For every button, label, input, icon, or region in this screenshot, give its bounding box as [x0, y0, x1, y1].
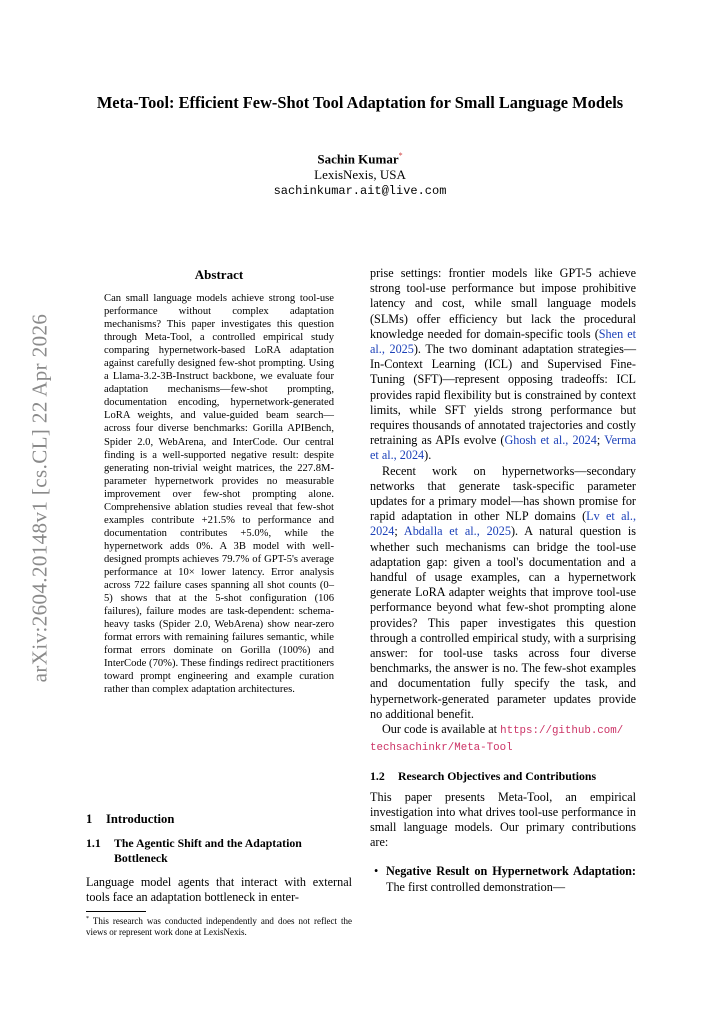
arxiv-identifier[interactable]: arXiv:2604.20148v1 [cs.CL] 22 Apr 2026 — [27, 313, 52, 683]
citation-link[interactable]: Ghosh et al., 2024 — [504, 433, 597, 448]
code-availability-paragraph: Our code is available at https://github.com/ techsachinkr/Meta-Tool — [370, 722, 624, 755]
footnote: * This research was conducted independently and does not reflect the views or represent work done at LexisNexis. — [86, 916, 352, 937]
author-affiliation: LexisNexis, USA — [314, 167, 406, 183]
section-1-heading: 1 Introduction — [86, 812, 175, 826]
intro-paragraph-1: prise settings: frontier models like GPT-5 achieve strong tool-use performance but impose prohibitive latency and cost, while small language models (SLMs) offer efficiency but lack the procedural knowledge needed for domain-specific tools (Shen et al., 2025). The two dominant adaptation strategies—In-Context Learning (ICL) and Supervised Fine-Tuning (SFT)—represent opposing tradeoffs: ICL provides rapid flexibility but is constrained by context limits, while SFT yields strong performance but requires thousands of annotated trajectories and costly retraining as APIs evolve (Ghosh et al., 2024; Verma et al., 2024). — [370, 266, 637, 463]
arxiv-sidebar-stamp — [20, 298, 60, 698]
footnote-rule — [86, 911, 146, 912]
contribution-item: • Negative Result on Hypernetwork Adaptation: The first controlled demonstration— — [386, 864, 636, 894]
code-url-link[interactable]: https://github.com/ — [500, 725, 624, 738]
section-1-1-heading: 1.1 The Agentic Shift and the Adaptation Bottleneck — [86, 836, 302, 865]
right-column — [370, 266, 636, 895]
intro-paragraph-start: Language model agents that interact with external tools face an adaptation bottleneck in enter- — [86, 875, 352, 905]
citation-link[interactable]: Verma et al., 2024 — [370, 433, 636, 463]
author-name: Sachin Kumar* — [317, 151, 403, 167]
intro-paragraph-2: Recent work on hypernetworks—secondary networks that generate task-specific parameter updates for a primary model—has shown promise for rapid adaptation in other NLP domains (Lv et al., 2024; Abdalla et al., 2025). A natural question is whether such mechanisms can bridge the tool-use adaptation gap: given a tool's documentation and a handful of usage examples, can a hypernetwork generate LoRA adapter weights that improve tool-use performance beyond what few-shot prompting alone provides? This paper investigates this question through a controlled empirical study, with a surprising answer: for tool-use tasks across four diverse benchmarks, the answer is no. The few-shot examples and documentation fully specify the task, and hypernetwork-generated parameter updates provide no additional benefit. — [370, 463, 637, 721]
paper-title: Meta-Tool: Efficient Few-Shot Tool Adaptation for Small Language Models — [96, 93, 624, 112]
code-url-link-cont[interactable]: techsachinkr/Meta-Tool — [370, 742, 513, 755]
author-block — [180, 148, 540, 199]
citation-link[interactable]: Shen et al., 2025 — [370, 326, 637, 357]
contributions-list — [370, 864, 636, 894]
abstract-heading: Abstract — [194, 267, 244, 282]
citation-link[interactable]: Abdalla et al., 2025 — [403, 524, 511, 539]
section-1-2-heading: 1.2 Research Objectives and Contributions — [370, 768, 597, 783]
abstract-text: Can small language models achieve strong tool-use performance without complex adaptation mechanisms? This paper investigates this question through Meta-Tool, a controlled empirical study comparing hypernetwork-based LoRA adaptation against carefully designed few-shot prompting. Using a Llama-3.2-3B-Instruct backbone, we evaluate four adaptation mechanisms—few-shot prompting, documentation encoding, hypernetwork-generated LoRA weights, and value-guided beam search—across four diverse benchmarks: Gorilla APIBench, Spider 2.0, WebArena, and InterCode. Our central finding is a well-supported negative result: despite generating non-trivial weight matrices, the 227.8M-parameter hypernetwork provides no measurable improvement over few-shot prompting alone. Comprehensive ablation studies reveal that few-shot examples contribute +21.5% to performance and documentation contributes +5.0%, while the hypernetwork adds 0%. A 3B model with well-designed prompts achieves 79.7% of GPT-5's average performance at 10× lower latency. Error analysis across 722 failure cases spanning all shot counts (0–5) shows that at the 5-shot configuration (106 failures), failure modes are task-dependent: schema-heavy tasks (Spider 2.0, WebArena) show near-zero format errors with remaining failures semantic, while format errors dominate on Gorilla (100%) and InterCode (70%). These findings redirect practitioners toward prompt engineering and example curation rather than complex adaptation architectures. — [104, 293, 334, 696]
contributions-intro: This paper presents Meta-Tool, an empirical investigation into what drives tool-use performance in small language models. Our primary contributions are: — [370, 789, 636, 850]
author-email: sachinkumar.ait@live.com — [273, 184, 447, 199]
author-footnote-mark[interactable]: * — [398, 151, 403, 160]
citation-link[interactable]: Lv et al., 2024 — [370, 509, 636, 539]
